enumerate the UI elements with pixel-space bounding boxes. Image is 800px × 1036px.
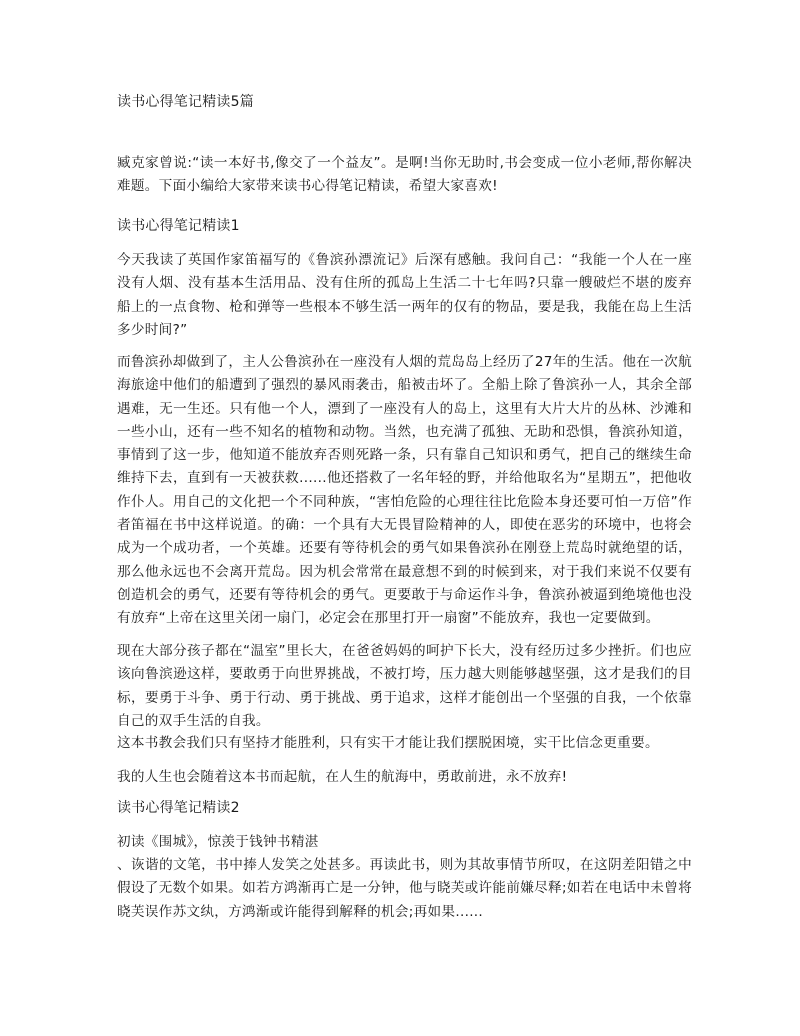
section-2-opening-line (117, 831, 692, 854)
document-title: 读书心得笔记精读5篇 (117, 94, 254, 110)
paragraph-text: 而鲁滨孙却做到了，主人公鲁滨孙在一座没有人烟的荒岛岛上经历了27年的生活。他在一次航海旅途中他们的船遭到了强烈的暴风雨袭击，船被击坏了。全船上除了鲁滨孙一人，其余全部遇难，无一生还。只有他一个人，漂到了一座没有人的岛上，这里有大片大片的丛林、沙滩和一些小山，还有一些不知名的植物和动物。当然，也充满了孤独、无助和恐惧，鲁滨孙知道，事情到了这一步，他知道不能放弃否则死路一条，只有靠自己知识和勇气，把自己的继续生命维持下去，直到有一天被获救......他还搭救了一名年轻的野，并给他取名为“星期五”，把他收作仆人。用自己的文化把一个不同种族，“害怕危险的心理往往比危险本身还要可怕一万倍”作者笛福在书中这样说道。的确：一个具有大无畏冒险精神的人，即使在恶劣的环境中，也将会成为一个成功者，一个英雄。还要有等待机会的勇气如果鲁滨孙在刚登上荒岛时就绝望的话，那么他永远也不会离开荒岛。因为机会常常在最意想不到的时候到来，对于我们来说不仅要有创造机会的勇气，还要有等待机会的勇气。更要敢于与命运作斗争，鲁滨孙被逼到绝境他也没有放弃“上帝在这里关闭一扇门，必定会在那里打开一扇窗”不能放弃，我也一定要做到。 (117, 354, 692, 627)
section-1-paragraph-1 (117, 249, 692, 342)
intro-paragraph (117, 152, 692, 199)
section-1-paragraph-5 (117, 766, 692, 789)
section-2-paragraph-1 (117, 854, 692, 924)
section-1-paragraph-4 (117, 732, 692, 755)
paragraph-text: 初读《围城》，惊羡于钱钟书精湛 (117, 834, 319, 850)
paragraph-text: 我的人生也会随着这本书而起航，在人生的航海中，勇敢前进，永不放弃! (117, 769, 568, 785)
paragraph-text: 这本书教会我们只有坚持才能胜利，只有实干才能让我们摆脱困境，实干比信念更重要。 (117, 735, 659, 751)
section-1-heading: 读书心得笔记精读1 (117, 218, 240, 234)
paragraph-text: 今天我读了英国作家笛福写的《鲁滨孙漂流记》后深有感触。我问自己：“我能一个人在一座没有人烟、没有基本生活用品、没有住所的孤岛上生活二十七年吗?只靠一艘破烂不堪的废弃船上的一点食物、枪和弹等一些根本不够生活一两年的仅有的物品，要是我，我能在岛上生活多少时间?” (117, 252, 692, 338)
paragraph-text: 、诙谐的文笔，书中捧人发笑之处甚多。再读此书，则为其故事情节所叹，在这阴差阳错之中假设了无数个如果。如若方鸿渐再亡是一分钟，他与晓芙或许能前嫌尽释;如若在电话中未曾将晓芙误作苏文纨，方鸿渐或许能得到解释的机会;再如果...... (117, 857, 692, 920)
section-2-heading: 读书心得笔记精读2 (117, 800, 240, 816)
intro-text: 臧克家曾说:“读一本好书,像交了一个益友”。是啊!当你无助时,书会变成一位小老师,帮你解决难题。下面小编给大家带来读书心得笔记精读，希望大家喜欢! (117, 155, 692, 195)
section-1-paragraph-3 (117, 640, 692, 733)
paragraph-text: 现在大部分孩子都在“温室”里长大，在爸爸妈妈的呵护下长大，没有经历过多少挫折。们也应该向鲁滨逊这样，要敢勇于向世界挑战，不被打垮，压力越大则能够越坚强，这才是我们的目标，要勇于斗争、勇于行动、勇于挑战、勇于追求，这样才能创出一个坚强的自我，一个依靠自己的双手生活的自我。 (117, 643, 692, 729)
section-1-paragraph-2 (117, 351, 692, 631)
